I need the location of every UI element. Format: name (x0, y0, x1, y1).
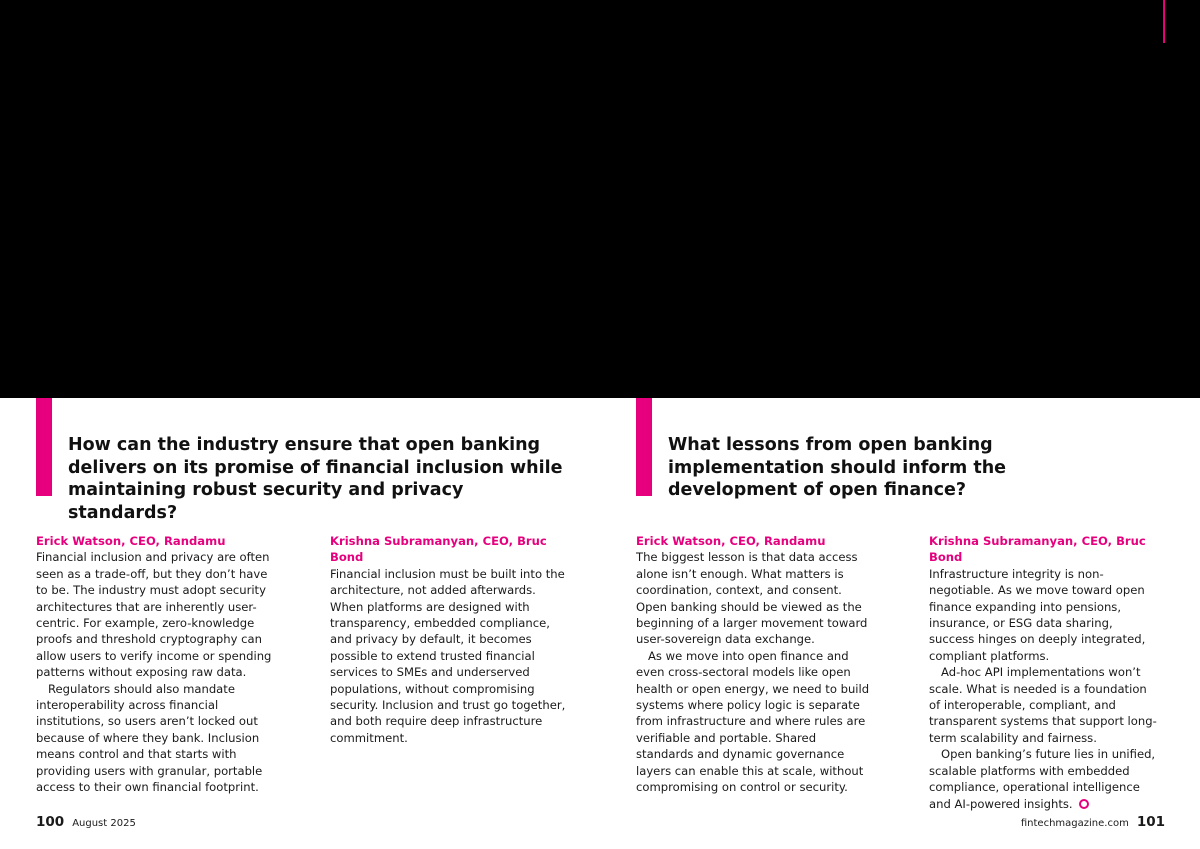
issue-date: August 2025 (72, 818, 136, 829)
right-question-accent-bar (636, 398, 652, 496)
hero-image (0, 0, 1200, 398)
answer-paragraph: The biggest lesson is that data access alone isn’t enough. What matters is coordination, context, and consent. Open banking should be viewed as the beginning of a larger movement toward user-sovereign data exchange. (636, 550, 868, 647)
author-name: Krishna Subramanyan, CEO, Bruc Bond (929, 534, 1146, 565)
left-column-1 (36, 533, 272, 796)
end-of-article-icon (1079, 799, 1089, 809)
left-column-2 (330, 533, 566, 746)
answer-paragraph: Ad-hoc API implementations won’t scale. What is needed is a foundation of interoperable, compliant, and transparent systems that support long-term scalability and fairness. (929, 665, 1157, 745)
answer-paragraph: As we move into open finance and even cross-sectoral models like open health or open energy, we need to build systems where policy logic is separate from infrastructure and where rules are verifiable and portable. Shared standards and dynamic governance layers can enable this at scale, without compromising on control or security. (636, 648, 870, 795)
left-question-accent-bar (36, 398, 52, 496)
left-question-heading: How can the industry ensure that open banking delivers on its promise of financial inclusion while maintaining robust security and privacy standards? (68, 435, 563, 523)
page-number: 100 (36, 814, 65, 830)
answer-paragraph: Financial inclusion and privacy are often seen as a trade-off, but they don’t have to be. The industry must adopt security architectures that are inherently user-centric. For example, zero-knowledge proofs and threshold cryptography can allow users to verify income or spending patterns without exposing raw data. (36, 550, 272, 680)
answer-paragraph: Regulators should also mandate interoperability across financial institutions, so users aren’t locked out because of where they bank. Inclusion means control and that starts with providing users with granular, portable access to their own financial footprint. (36, 681, 263, 795)
right-column-1 (636, 533, 872, 796)
author-name: Erick Watson, CEO, Randamu (636, 534, 826, 548)
right-folio (1021, 814, 1165, 830)
page-number: 101 (1136, 814, 1165, 830)
answer-paragraph: Financial inclusion must be built into the architecture, not added afterwards. When platforms are designed with transparency, embedded compliance, and privacy by default, it becomes possible to extend trusted financial services to SMEs and underserved populations, without compromising security. Inclusion and trust go together, and both require deep infrastructure commitment. (330, 566, 566, 745)
answer-paragraph (929, 746, 1159, 812)
author-name: Krishna Subramanyan, CEO, Bruc Bond (330, 534, 547, 565)
right-column-2 (929, 533, 1159, 812)
answer-paragraph: Infrastructure integrity is non-negotiable. As we move toward open finance expanding into pensions, insurance, or ESG data sharing, success hinges on deeply integrated, compliant platforms. (929, 566, 1146, 663)
website-url: fintechmagazine.com (1020, 818, 1129, 829)
author-name: Erick Watson, CEO, Randamu (36, 534, 226, 548)
answer-text: Open banking’s future lies in unified, scalable platforms with embedded compliance, operational intelligence and AI-powered insights. (929, 747, 1156, 811)
accent-line (1163, 0, 1165, 43)
right-question-heading: What lessons from open banking implementation should inform the development of open finance? (668, 435, 1007, 500)
left-folio (36, 814, 136, 830)
